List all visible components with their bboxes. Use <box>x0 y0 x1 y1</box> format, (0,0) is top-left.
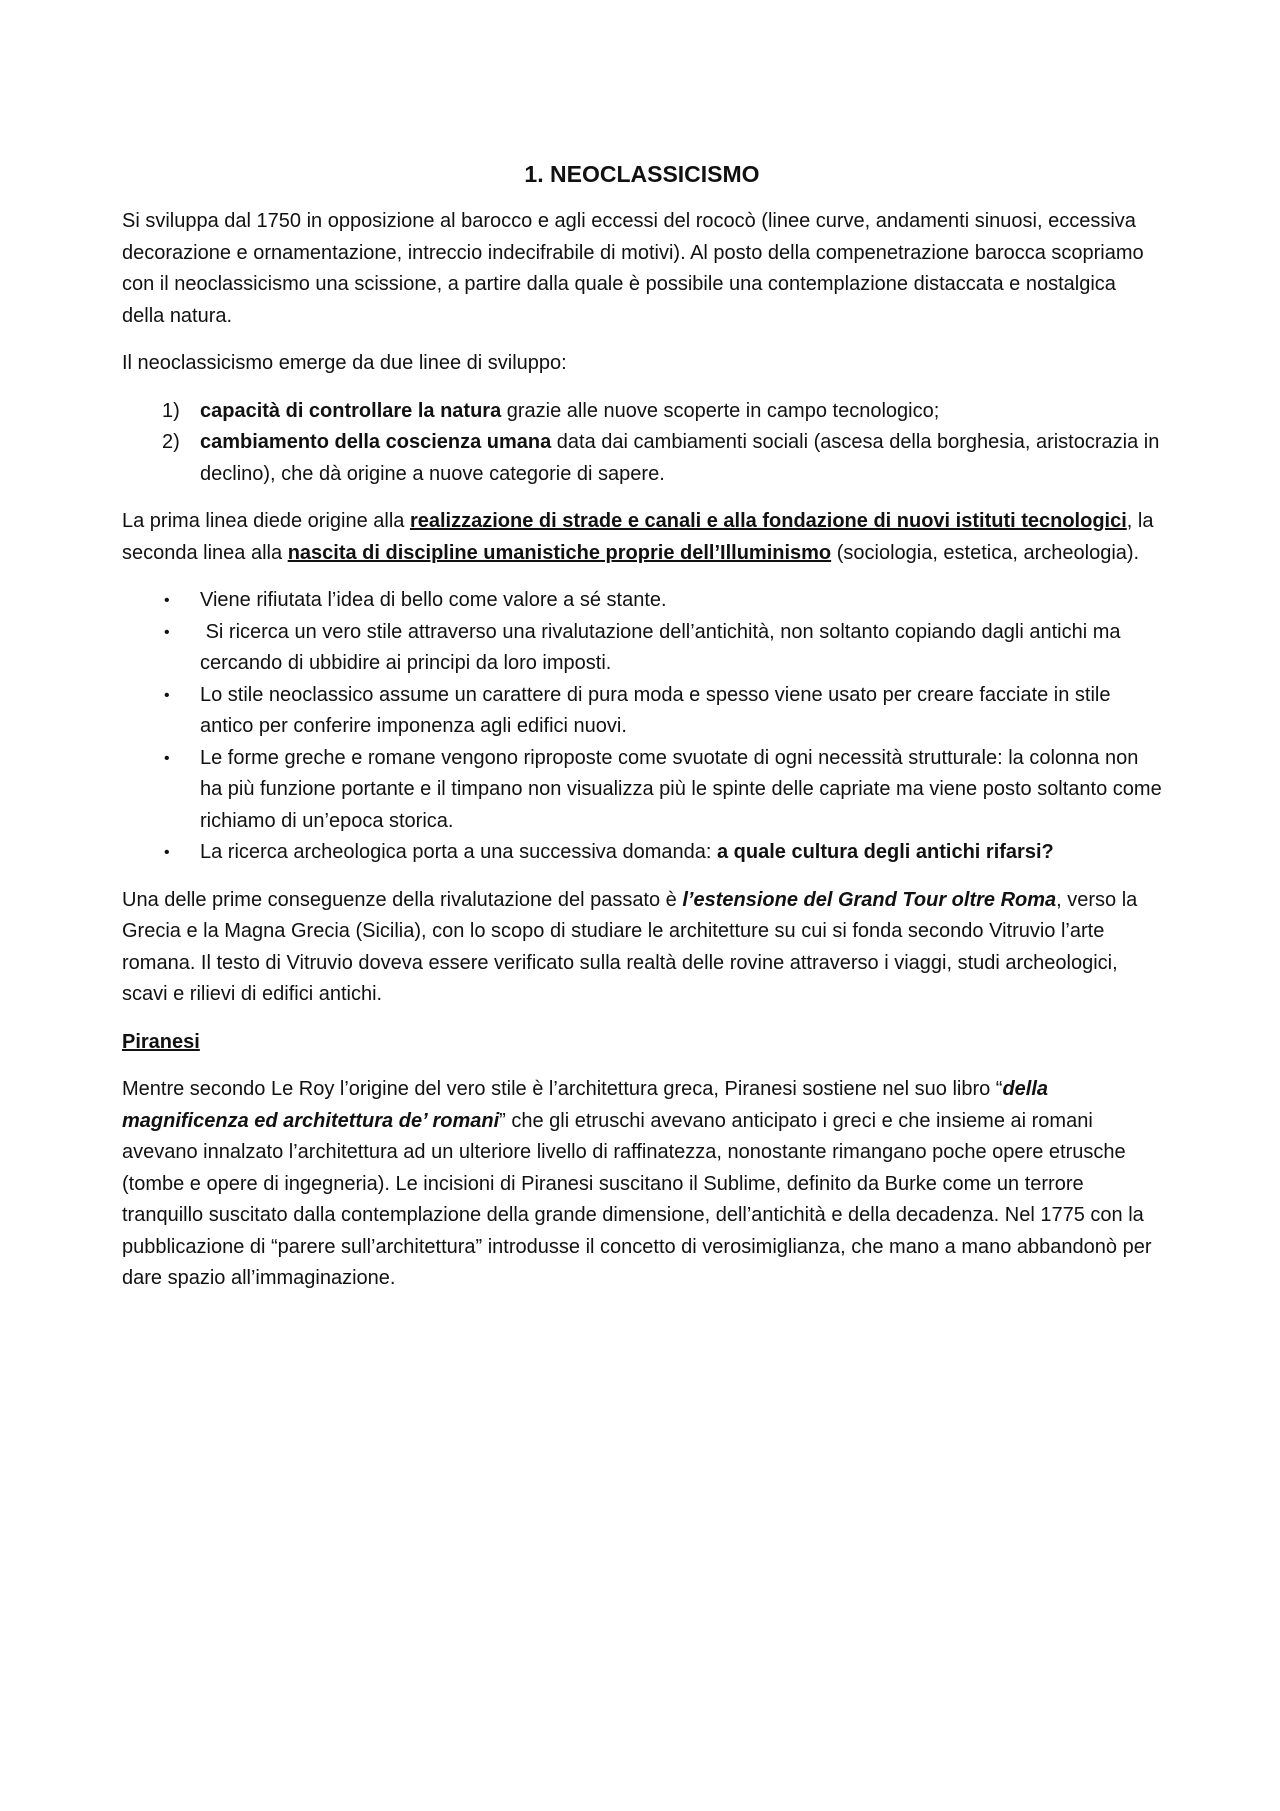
bullet-text: La ricerca archeologica porta a una successiva domanda: <box>200 841 717 863</box>
underlined-bold-text: realizzazione di strade e canali e alla fondazione di nuovi istituti tecnologici <box>409 510 1127 532</box>
bullet-item <box>122 680 1162 743</box>
document-page <box>122 152 1162 1311</box>
text-run: (sociologia, estetica, archeologia). <box>831 541 1140 564</box>
bullet-list <box>122 585 1162 869</box>
item-text: data dai cambiamenti sociali (ascesa della borghesia, aristocrazia in declino), che dà origine a nuove categorie di sapere. <box>200 431 1160 485</box>
section-heading: Piranesi <box>122 1030 200 1053</box>
intro-paragraph: Si sviluppa dal 1750 in opposizione al barocco e agli eccessi del rococò (linee curve, andamenti sinuosi, eccessiva decorazione e ornamentazione, intreccio indecifrabile di motivi). Al posto della compenetrazione barocca scopriamo con il neoclassicismo una scissione, a partire dalla quale è possibile una contemplazione distaccata e nostalgica della natura. <box>122 210 1144 327</box>
bold-italic-text: della magnificenza ed architettura de’ romani <box>122 1078 1049 1132</box>
bullet-text: Le forme greche e romane vengono riproposte come svuotate di ogni necessità strutturale: la colonna non ha più funzione portante e il timpano non visualizza più le spinte delle capriate ma viene posto soltanto come richiamo di un’epoca storica. <box>200 746 1162 832</box>
bullet-item <box>122 585 1162 617</box>
bullet-icon: • <box>164 592 170 609</box>
bullet-item <box>122 837 1162 869</box>
lines-intro-paragraph: Il neoclassicismo emerge da due linee di sviluppo: <box>122 352 567 374</box>
bullet-text: Si ricerca un vero stile attraverso una rivalutazione dell’antichità, non soltanto copiando dagli antichi ma cercando di ubbidire ai principi da loro imposti. <box>200 620 1127 674</box>
bold-italic-text: l’estensione del Grand Tour oltre Roma <box>682 888 1057 911</box>
text-run: , verso la Grecia e la Magna Grecia (Sicilia), con lo scopo di studiare le architetture su cui si fonda secondo Vitruvio l’arte romana. Il testo di Vitruvio doveva essere verificato sulla realtà delle rovine attraverso i viaggi, studi archeologici, scavi e rilievi di edifici antichi. <box>122 888 1138 1005</box>
text-run: , la seconda linea alla <box>122 510 1154 564</box>
lines-paragraph <box>122 506 1162 569</box>
grand-tour-paragraph <box>122 885 1162 1011</box>
item-number: 1) <box>162 399 180 422</box>
item-bold-text: cambiamento della coscienza umana <box>200 431 552 453</box>
item-number: 2) <box>162 431 180 453</box>
page-title: 1. NEOCLASSICISMO <box>524 161 760 187</box>
text-run: Una delle prime conseguenze della rivalutazione del passato è <box>122 888 683 911</box>
bullet-text: Lo stile neoclassico assume un carattere di pura moda e spesso viene usato per creare facciate in stile antico per conferire imponenza agli edifici nuovi. <box>200 683 1111 737</box>
underlined-bold-text: nascita di discipline umanistiche proprie dell’Illuminismo <box>287 541 832 564</box>
text-run: Mentre secondo Le Roy l’origine del vero stile è l’architettura greca, Piranesi sostiene nel suo libro “ <box>122 1078 1003 1100</box>
bullet-icon: • <box>164 623 170 641</box>
piranesi-paragraph <box>122 1074 1162 1295</box>
text-run: ” che gli etruschi avevano anticipato i greci e che insieme ai romani avevano innalzato l’architettura ad un ulteriore livello di raffinatezza, nonostante rimangano poche opere etrusche (tombe e opere di ingegneria). Le incisioni di Piranesi suscitano il Sublime, definito da Burke come un terrore tranquillo suscitato dalla contemplazione della grande dimensione, dell’antichità e della decadenza. Nel 1775 con la pubblicazione di “parere sull’architettura” introdusse il concetto di verosimiglianza, che mano a mano abbandonò per dare spazio all’immaginazione. <box>122 1109 1152 1289</box>
item-text: grazie alle nuove scoperte in campo tecnologico; <box>501 399 940 422</box>
bullet-bold-text: a quale cultura degli antichi rifarsi? <box>716 841 1054 863</box>
numbered-item <box>122 396 1162 428</box>
numbered-item <box>122 427 1162 490</box>
bullet-text: Viene rifiutata l’idea di bello come valore a sé stante. <box>200 589 667 611</box>
bullet-icon: • <box>164 686 170 704</box>
bullet-icon: • <box>164 844 170 861</box>
piranesi-heading <box>122 1027 1162 1059</box>
text-run: La prima linea diede origine alla <box>122 510 410 532</box>
item-bold-text: capacità di controllare la natura <box>200 399 502 422</box>
bullet-icon: • <box>164 749 170 767</box>
bullet-item <box>122 743 1162 838</box>
bullet-item <box>122 617 1162 680</box>
numbered-list <box>122 396 1162 491</box>
